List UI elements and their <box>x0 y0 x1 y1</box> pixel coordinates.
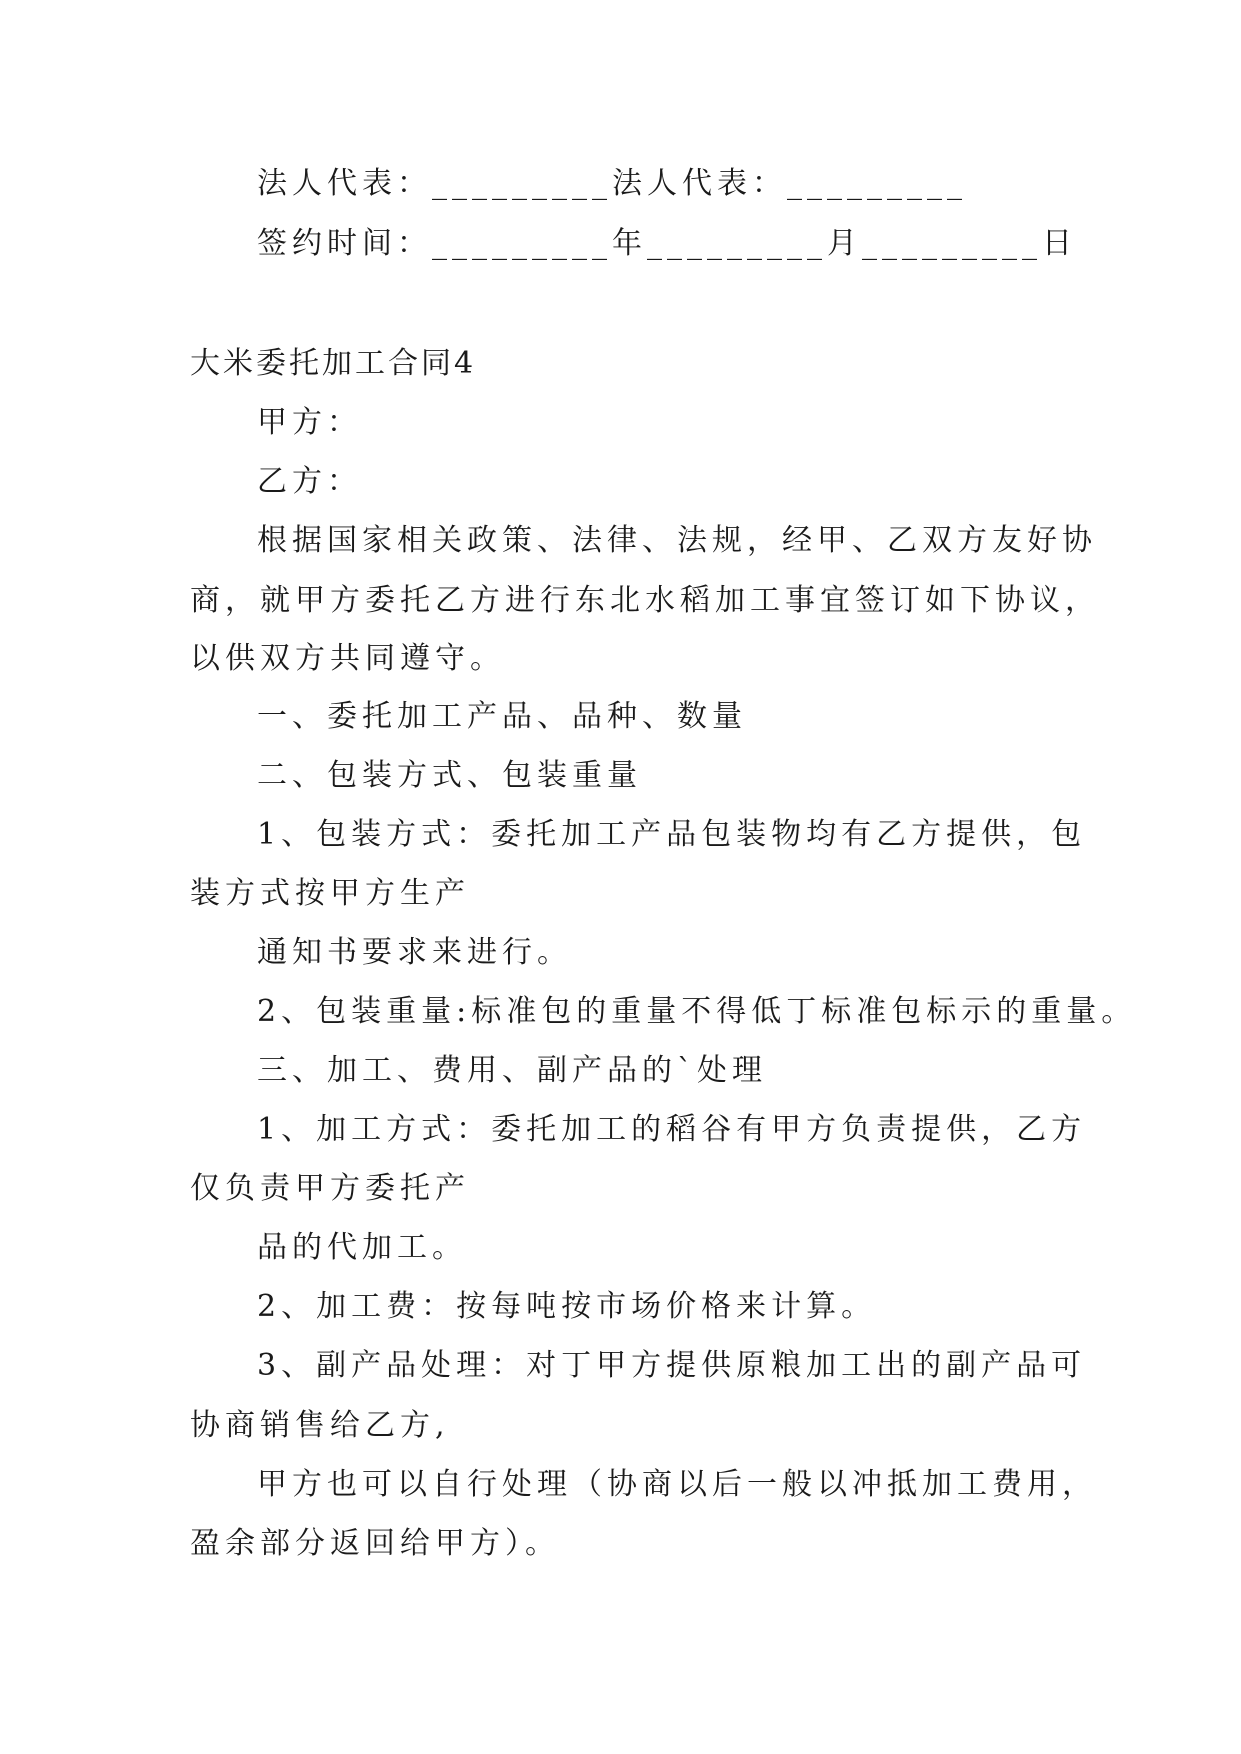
byproduct-handling-line-2: 协商销售给乙方, <box>190 1408 450 1443</box>
byproduct-handling-line-1: 3、副产品处理：对丁甲方提供原粮加工出的副产品可 <box>257 1348 1087 1383</box>
party-a-label: 甲方： <box>257 405 362 440</box>
intro-paragraph-line-1: 根据国家相关政策、法律、法规，经甲、乙双方友好协 <box>257 523 1097 558</box>
processing-method-line-1: 1、加工方式：委托加工的稻谷有甲方负责提供，乙方 <box>257 1112 1087 1147</box>
intro-paragraph-line-3: 以供双方共同遵守。 <box>190 641 505 676</box>
party-b-label: 乙方： <box>257 464 362 499</box>
packaging-weight-line: 2、包装重量:标准包的重量不得低丁标准包标示的重量。 <box>257 994 1137 1029</box>
packaging-method-line-2: 装方式按甲方生产 <box>190 876 470 911</box>
signing-date-line: 签约时间：_________年_________月_________日 <box>257 226 1077 261</box>
intro-paragraph-line-2: 商，就甲方委托乙方进行东北水稻加工事宜签订如下协议， <box>190 583 1100 618</box>
packaging-method-line-1: 1、包装方式：委托加工产品包装物均有乙方提供，包 <box>257 817 1087 852</box>
section-2-heading: 二、包装方式、包装重量 <box>257 758 642 793</box>
processing-method-line-3: 品的代加工。 <box>257 1230 467 1265</box>
processing-method-line-2: 仅负责甲方委托产 <box>190 1171 470 1206</box>
processing-fee-line: 2、加工费：按每吨按市场价格来计算。 <box>257 1289 877 1324</box>
byproduct-handling-line-4: 盈余部分返回给甲方）。 <box>190 1526 560 1561</box>
contract-title: 大米委托加工合同4 <box>190 346 477 381</box>
section-1-heading: 一、委托加工产品、品种、数量 <box>257 699 747 734</box>
section-3-heading: 三、加工、费用、副产品的`处理 <box>257 1053 767 1088</box>
byproduct-handling-line-3: 甲方也可以自行处理（协商以后一般以冲抵加工费用， <box>257 1467 1097 1502</box>
packaging-method-line-3: 通知书要求来进行。 <box>257 935 572 970</box>
legal-representative-line: 法人代表：_________法人代表：_________ <box>257 166 967 201</box>
